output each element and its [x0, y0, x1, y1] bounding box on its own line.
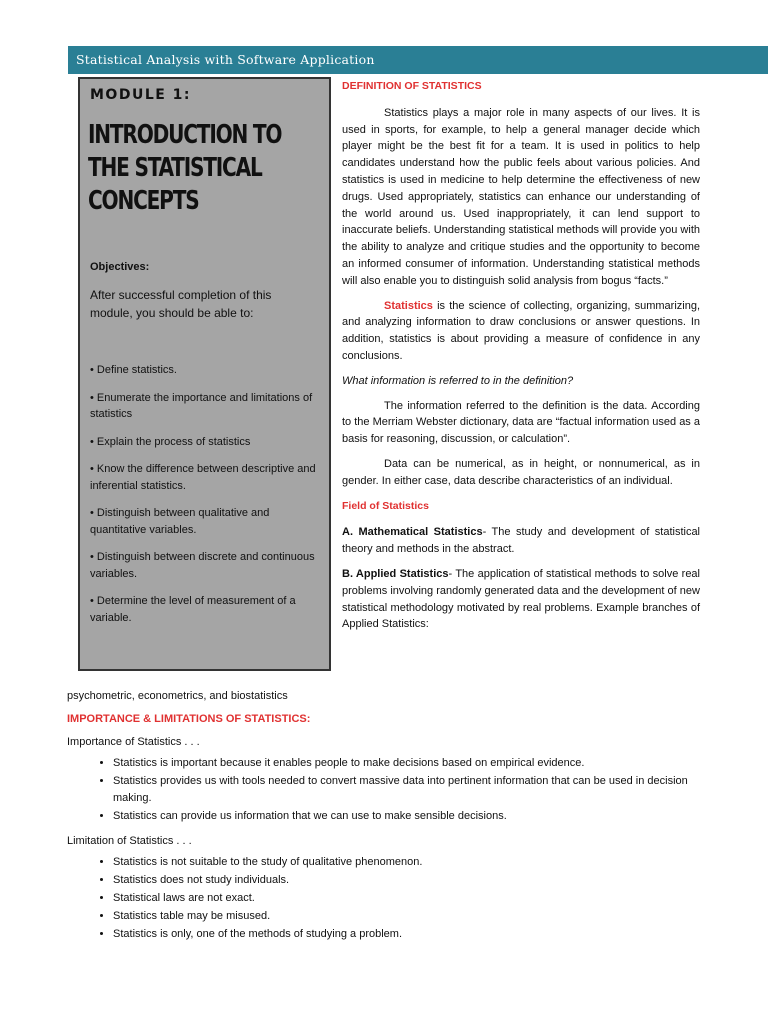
header-bar: [68, 46, 768, 74]
objective-item: • Define statistics.: [90, 364, 177, 376]
limitation-list: [67, 854, 701, 943]
list-item: • Statistics is not suitable to the study of qualitative phenomenon.: [113, 854, 701, 871]
field-b-text: - The application of statistical methods to solve real problems involving randomly generated data and the development of new statistical methodology motivated by real problems. Example branches of Applied Statistics:: [342, 567, 700, 631]
objective-item: • Distinguish between qualitative and quantitative variables.: [90, 507, 270, 536]
applied-branches-continuation: psychometric, econometrics, and biostatistics: [67, 690, 288, 702]
definition-question: What information is referred to in the definition?: [342, 374, 574, 387]
header-title: Statistical Analysis with Software Application: [76, 52, 375, 67]
module-label: MODULE 1:: [90, 87, 192, 103]
objectives-list: [90, 362, 325, 637]
objectives-intro: After successful completion of this module, you should be able to:: [90, 288, 272, 320]
paragraph-data-definition: The information referred to the definition is the data. According to the Merriam Webster dictionary, data are “factual information used as a basis for reasoning, discussion, or calculation”.: [342, 399, 700, 446]
field-a-term: A. Mathematical Statistics: [342, 526, 483, 539]
field-a-text: - The study and development of statistical theory and methods in the abstract.: [342, 526, 701, 556]
objective-item: • Know the difference between descriptive and inferential statistics.: [90, 463, 316, 492]
field-applied: [342, 566, 700, 633]
objective-item: • Enumerate the importance and limitations of statistics: [90, 391, 313, 420]
list-item: • Statistics provides us with tools needed to convert massive data into pertinent information that can be used in decision making.: [113, 773, 701, 807]
definition-text: is the science of collecting, organizing, summarizing, and analyzing information to draw conclusions or answer questions. In addition, statistics is about providing a measure of confidence in any conclusions.: [342, 299, 700, 362]
paragraph-statistics-definition: [342, 298, 700, 365]
objective-item: • Determine the level of measurement of a variable.: [90, 595, 296, 624]
module-sidebar-box: [78, 77, 331, 671]
paragraph-data-types: Data can be numerical, as in height, or nonnumerical, as in gender. In either case, data describe characteristics of an individual.: [342, 457, 700, 487]
limitation-subheading: Limitation of Statistics . . .: [67, 835, 192, 847]
main-text-column: [342, 78, 700, 641]
list-item: • Statistics table may be misused.: [113, 908, 701, 925]
field-b-term: B. Applied Statistics: [342, 567, 449, 580]
definition-heading: DEFINITION OF STATISTICS: [342, 80, 482, 92]
paragraph-role-of-statistics: Statistics plays a major role in many aspects of our lives. It is used in sports, for example, to help a general manager decide which player might be the best fit for a team. It is used in politics to help candidates understand how the public feels about various policies. And statistics is used in medicine to help determine the effectiveness of new drugs. Used appropriately, statistics can enhance our understanding of the world around us. Used inappropriately, it can lend support to inaccurate beliefs. Understanding statistical methods will provide you with the ability to analyze and critique studies and the opportunity to become an informed consumer of information. Understanding statistical methods will also enable you to distinguish solid analysis from bogus “facts.”: [342, 106, 700, 287]
objectives-label: Objectives:: [90, 261, 150, 273]
list-item: • Statistics is only, one of the methods of studying a problem.: [113, 926, 701, 943]
field-mathematical: [342, 524, 700, 558]
module-title: INTRODUCTION TO THE STATISTICAL CONCEPTS: [88, 120, 282, 216]
statistics-term: Statistics: [384, 299, 433, 312]
list-item: • Statistics is important because it enables people to make decisions based on empirical evidence.: [113, 755, 701, 772]
objective-item: • Explain the process of statistics: [90, 435, 251, 448]
importance-section: [67, 688, 701, 951]
importance-heading: IMPORTANCE & LIMITATIONS OF STATISTICS:: [67, 713, 311, 725]
list-item: • Statistics can provide us information that we can use to make sensible decisions.: [113, 808, 701, 825]
importance-list: [67, 755, 701, 825]
importance-subheading: Importance of Statistics . . .: [67, 736, 200, 748]
list-item: • Statistical laws are not exact.: [113, 890, 701, 907]
field-heading: Field of Statistics: [342, 499, 429, 512]
objective-item: • Distinguish between discrete and continuous variables.: [90, 551, 315, 580]
list-item: • Statistics does not study individuals.: [113, 872, 701, 889]
